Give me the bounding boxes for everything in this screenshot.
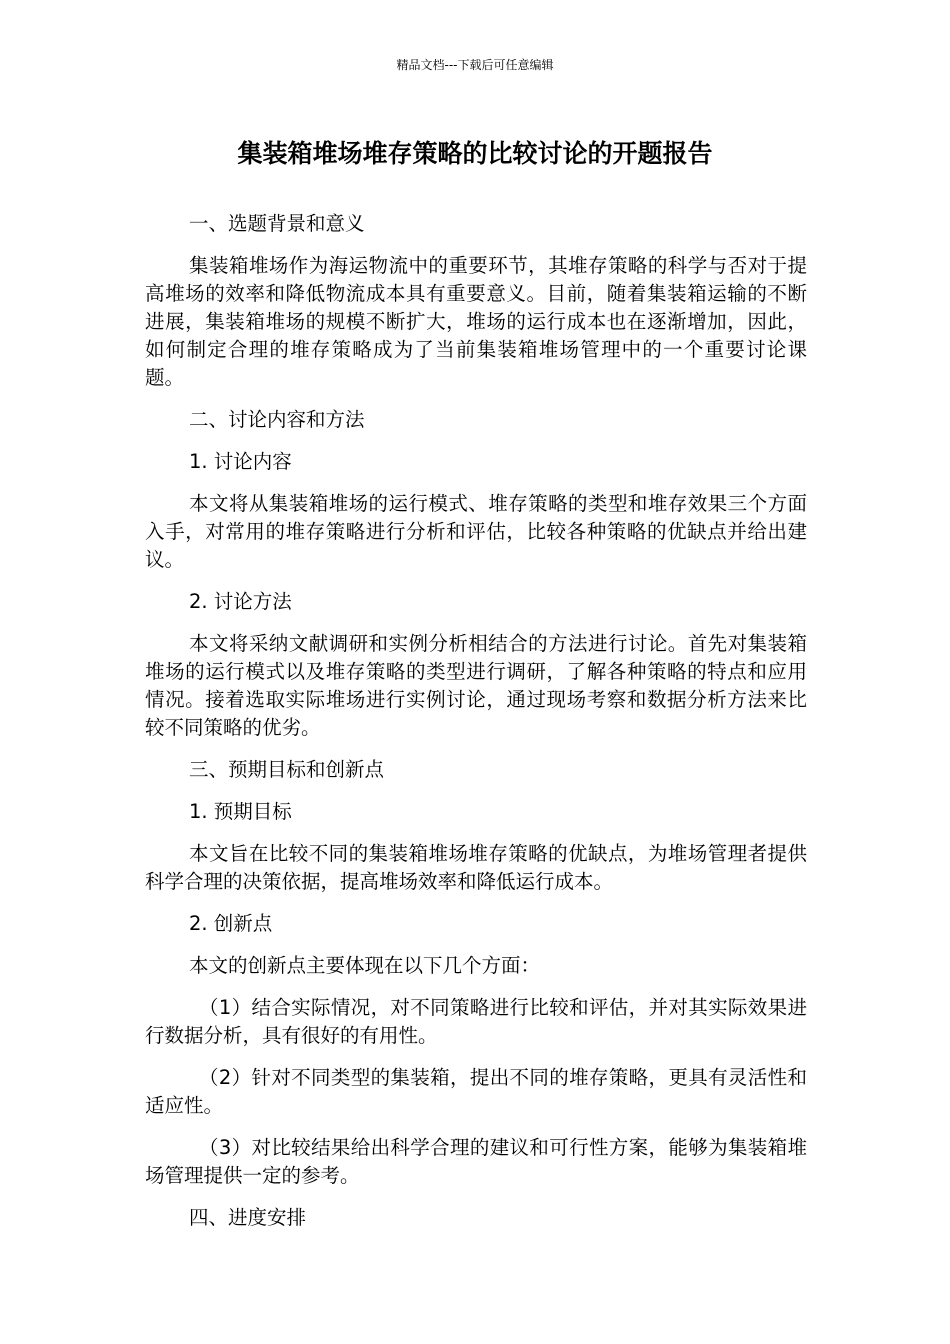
section-2-heading: 二、讨论内容和方法: [189, 408, 365, 431]
section-3-heading: 三、预期目标和创新点: [189, 758, 385, 781]
section-2-sub1-paragraph: 本文将从集装箱堆场的运行模式、堆存策略的类型和堆存效果三个方面入手，对常用的堆存策略进行分析和评估，比较各种策略的优缺点并给出建议。: [145, 492, 807, 571]
innovation-list-item: （2）针对不同类型的集装箱，提出不同的堆存策略，更具有灵活性和适应性。: [145, 1066, 807, 1117]
innovation-list-item: （3）对比较结果给出科学合理的建议和可行性方案，能够为集装箱堆场管理提供一定的参考。: [145, 1136, 807, 1187]
section-2-sub2-paragraph: 本文将采纳文献调研和实例分析相结合的方法进行讨论。首先对集装箱堆场的运行模式以及堆存策略的类型进行调研，了解各种策略的特点和应用情况。接着选取实际堆场进行实例讨论，通过现场考察和数据分析方法来比较不同策略的优劣。: [145, 632, 807, 739]
section-3-sub2-heading: 2. 创新点: [189, 912, 273, 935]
section-1-heading: 一、选题背景和意义: [189, 212, 365, 235]
section-3-sub1-paragraph: 本文旨在比较不同的集装箱堆场堆存策略的优缺点，为堆场管理者提供科学合理的决策依据，提高堆场效率和降低运行成本。: [145, 842, 807, 893]
section-2-sub1-heading: 1. 讨论内容: [189, 450, 292, 473]
section-3-sub2-intro: 本文的创新点主要体现在以下几个方面：: [189, 954, 541, 977]
section-2-sub2-heading: 2. 讨论方法: [189, 590, 292, 613]
document-body: [145, 210, 807, 1246]
section-4-heading: 四、进度安排: [189, 1206, 307, 1229]
page-header-watermark: 精品文档---下载后可任意编辑: [396, 58, 554, 72]
section-3-sub1-heading: 1. 预期目标: [189, 800, 292, 823]
section-1-paragraph: 集装箱堆场作为海运物流中的重要环节，其堆存策略的科学与否对于提高堆场的效率和降低物流成本具有重要意义。目前，随着集装箱运输的不断进展，集装箱堆场的规模不断扩大，堆场的运行成本也在逐渐增加，因此，如何制定合理的堆存策略成为了当前集装箱堆场管理中的一个重要讨论课题。: [145, 254, 807, 389]
innovation-list-item: （1）结合实际情况，对不同策略进行比较和评估，并对其实际效果进行数据分析，具有很好的有用性。: [145, 996, 807, 1047]
document-title: 集装箱堆场堆存策略的比较讨论的开题报告: [237, 139, 713, 168]
